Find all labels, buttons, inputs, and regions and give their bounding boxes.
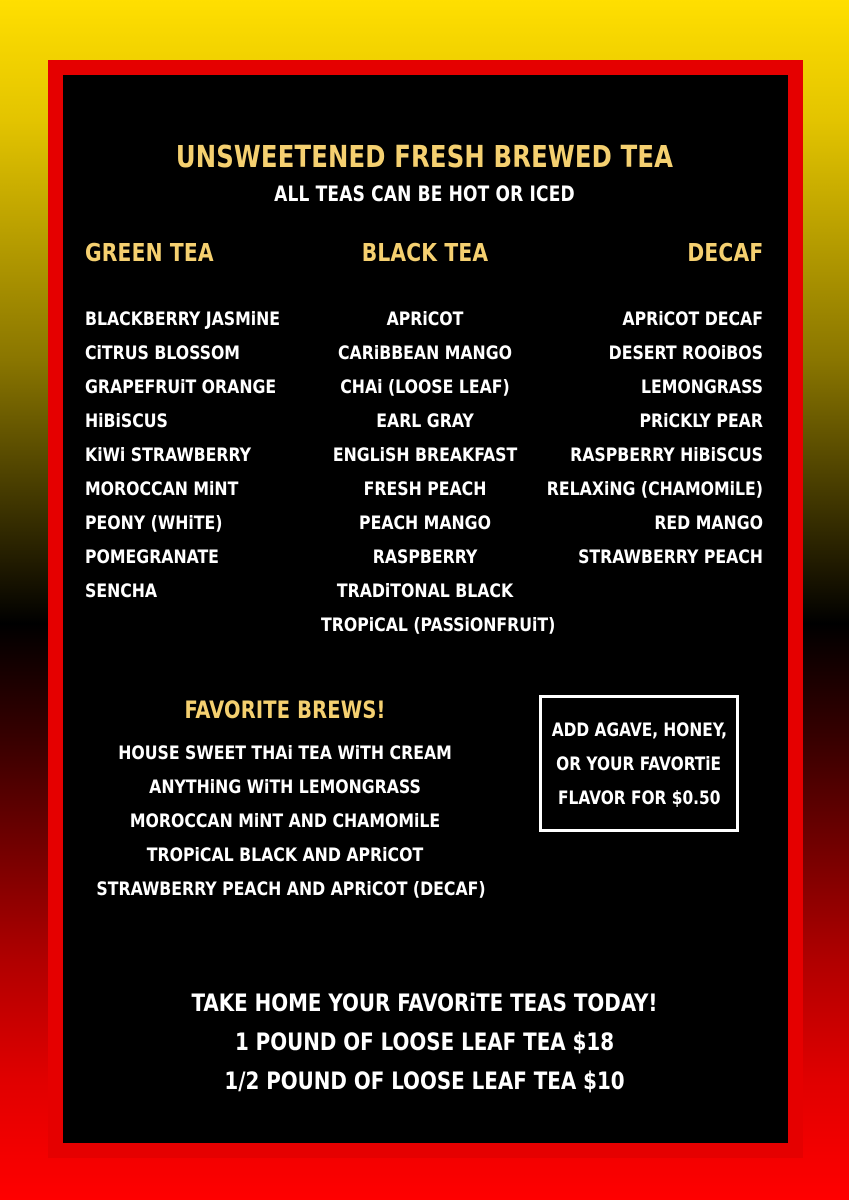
- take-home-section: [34, 984, 815, 1101]
- list-item: POMEGRANATE: [85, 546, 219, 568]
- take-home-line: TAKE HOME YOUR FAVORiTE TEAS TODAY!: [191, 989, 658, 1017]
- list-item: HOUSE SWEET THAi TEA WiTH CREAM: [118, 742, 452, 764]
- list-item: FRESH PEACH: [363, 478, 487, 500]
- list-item: STRAWBERRY PEACH: [578, 546, 763, 568]
- list-item: DESERT ROOiBOS: [608, 342, 763, 364]
- list-item: MOROCCAN MiNT AND CHAMOMiLE: [129, 810, 441, 832]
- list-item: TROPiCAL (PASSiONFRUiT): [321, 614, 556, 636]
- list-item: PEONY (WHiTE): [85, 512, 223, 534]
- list-item: RASPBERRY: [372, 546, 478, 568]
- list-item: RASPBERRY HiBiSCUS: [570, 444, 763, 466]
- add-flavor-line: OR YOUR FAVORTiE: [556, 752, 722, 775]
- list-item: PEACH MANGO: [359, 512, 491, 534]
- list-item: RED MANGO: [654, 512, 763, 534]
- list-item: BLACKBERRY JASMiNE: [85, 308, 281, 330]
- list-item: GRAPEFRUiT ORANGE: [85, 376, 277, 398]
- add-flavor-box: [539, 695, 739, 832]
- black-tea-list: [321, 302, 556, 642]
- list-item: CARiBBEAN MANGO: [338, 342, 512, 364]
- menu-subtitle: ALL TEAS CAN BE HOT OR ICED: [274, 182, 575, 206]
- list-item: APRiCOT DECAF: [622, 308, 763, 330]
- list-item: ENGLiSH BREAKFAST: [332, 444, 518, 466]
- list-item: KiWi STRAWBERRY: [85, 444, 252, 466]
- favorite-brews-heading: FAVORITE BREWS!: [184, 696, 386, 724]
- list-item: HiBiSCUS: [85, 410, 168, 432]
- list-item: TROPiCAL BLACK AND APRiCOT: [146, 844, 424, 866]
- list-item: LEMONGRASS: [640, 376, 763, 398]
- list-item: RELAXiNG (CHAMOMiLE): [546, 478, 763, 500]
- take-home-line: 1/2 POUND OF LOOSE LEAF TEA $10: [224, 1067, 625, 1095]
- decaf-heading: DECAF: [687, 238, 763, 267]
- green-tea-heading: GREEN TEA: [85, 238, 214, 267]
- green-tea-list: [85, 302, 280, 608]
- list-item: SENCHA: [85, 580, 158, 602]
- list-item: PRiCKLY PEAR: [639, 410, 763, 432]
- list-item: CiTRUS BLOSSOM: [85, 342, 240, 364]
- list-item: APRiCOT: [386, 308, 464, 330]
- list-item: STRAWBERRY PEACH AND APRiCOT (DECAF): [96, 878, 486, 900]
- decaf-list: [547, 302, 763, 574]
- list-item: TRADiTONAL BLACK: [336, 580, 514, 602]
- list-item: MOROCCAN MiNT: [85, 478, 239, 500]
- list-item: EARL GRAY: [376, 410, 474, 432]
- black-tea-heading: BLACK TEA: [361, 238, 489, 267]
- add-flavor-line: ADD AGAVE, HONEY,: [551, 718, 727, 741]
- menu-title: UNSWEETENED FRESH BREWED TEA: [175, 140, 674, 175]
- list-item: CHAi (LOOSE LEAF): [340, 376, 510, 398]
- list-item: ANYTHiNG WiTH LEMONGRASS: [149, 776, 421, 798]
- take-home-line: 1 POUND OF LOOSE LEAF TEA $18: [234, 1028, 615, 1056]
- favorite-brews-list: [96, 736, 486, 906]
- add-flavor-line: FLAVOR FOR $0.50: [557, 786, 721, 809]
